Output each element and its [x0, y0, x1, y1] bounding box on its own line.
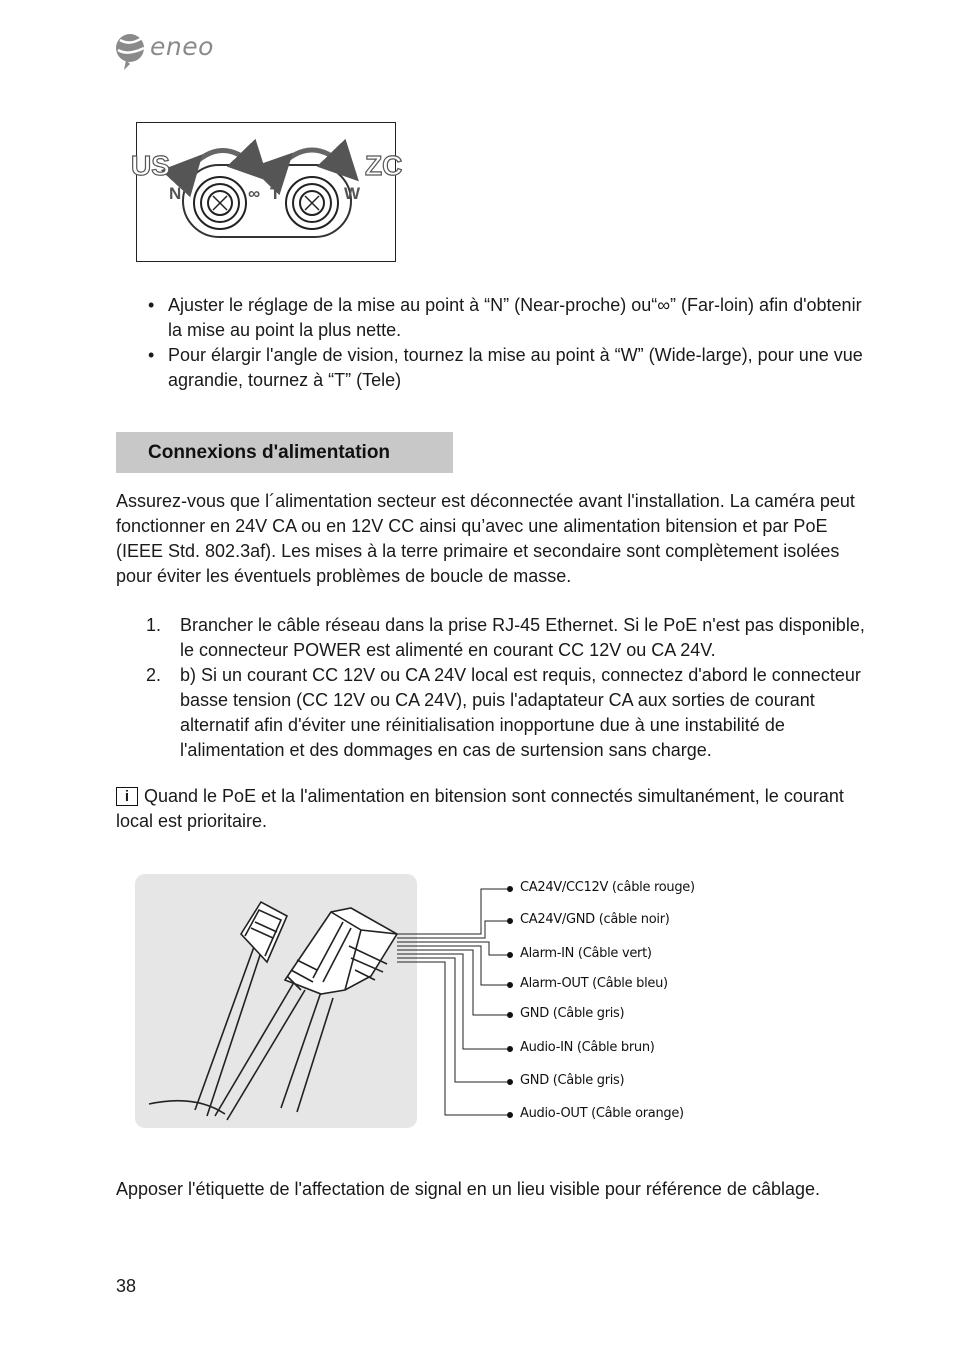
far-label: ∞ [248, 184, 261, 203]
wire-end-dots [507, 886, 513, 1118]
step-text: Brancher le câble réseau dans la prise RJ-45 Ethernet. Si le PoE n'est pas disponible, le connecteur POWER est alimenté en courant CC 12V ou CA 24V. [180, 615, 865, 660]
wire-label: Audio-IN (Câble brun) [520, 1040, 655, 1055]
wire-label: GND (Câble gris) [520, 1006, 625, 1021]
brand-name: eneo [150, 32, 214, 61]
step-text: b) Si un courant CC 12V ou CA 24V local est requis, connectez d'abord le connecteur basse tension (CC 12V ou CA 24V), puis l'adaptateur CA aux sorties de courant alternatif afin d'éviter une réinitialisation inopportune due à une instabilité de l'alimentation et des dommages en cas de surtension sans charge. [180, 665, 861, 760]
bullet-item: • Ajuster le réglage de la mise au point à “N” (Near-proche) ou“∞” (Far-loin) afin d'obtenir la mise au point la plus nette. [148, 293, 878, 343]
wire-label: Alarm-IN (Câble vert) [520, 946, 652, 961]
info-icon: i [116, 787, 138, 806]
wire-label: CA24V/CC12V (câble rouge) [520, 880, 695, 895]
focus-knob [194, 177, 246, 229]
zoom-knob [286, 177, 338, 229]
power-steps-list [146, 613, 876, 763]
intro-paragraph: Assurez-vous que l´alimentation secteur est déconnectée avant l'installation. La caméra peut fonctionner en 24V CA ou en 12V CC ainsi qu’avec une alimentation bitension et par PoE (IEEE Std. 802.3af). Les mises à la terre primaire et secondaire sont complètement isolées pour éviter les éventuels problèmes de boucle de masse. [116, 491, 855, 586]
brand-logo [114, 30, 224, 72]
bullet-item: • Pour élargir l'angle de vision, tournez la mise au point à “W” (Wide-large), pour une vue agrandie, tournez à “T” (Tele) [148, 343, 878, 393]
info-note [116, 784, 876, 834]
info-note-text: Quand le PoE et la l'alimentation en bitension sont connectés simultanément, le courant local est prioritaire. [116, 786, 844, 831]
wide-label: W [344, 184, 361, 203]
wire-label: CA24V/GND (câble noir) [520, 912, 670, 927]
step-item [146, 613, 876, 663]
step-number: 1. [146, 615, 162, 635]
closing-paragraph: Apposer l'étiquette de l'affectation de signal en un lieu visible pour référence de câblage. [116, 1179, 821, 1199]
cable-illustration [135, 872, 695, 1132]
focus-partial-label: US [131, 150, 170, 181]
section-title: Connexions d'alimentation [116, 432, 453, 473]
wire-label: Alarm-OUT (Câble bleu) [520, 976, 668, 991]
step-number: 2. [146, 665, 162, 685]
step-item [146, 663, 876, 763]
near-label: N [169, 184, 182, 203]
zoom-partial-label: ZC [365, 150, 403, 181]
page-number: 38 [116, 1276, 137, 1296]
lens-adjust-figure [131, 122, 403, 262]
cable-diagram [135, 872, 695, 1132]
tele-label: T [270, 184, 281, 203]
focus-instructions [148, 293, 878, 393]
wire-label: Audio-OUT (Câble orange) [520, 1106, 684, 1121]
lens-knobs-illustration [131, 123, 403, 263]
eneo-globe-icon [114, 30, 150, 72]
wire-label: GND (Câble gris) [520, 1073, 625, 1088]
